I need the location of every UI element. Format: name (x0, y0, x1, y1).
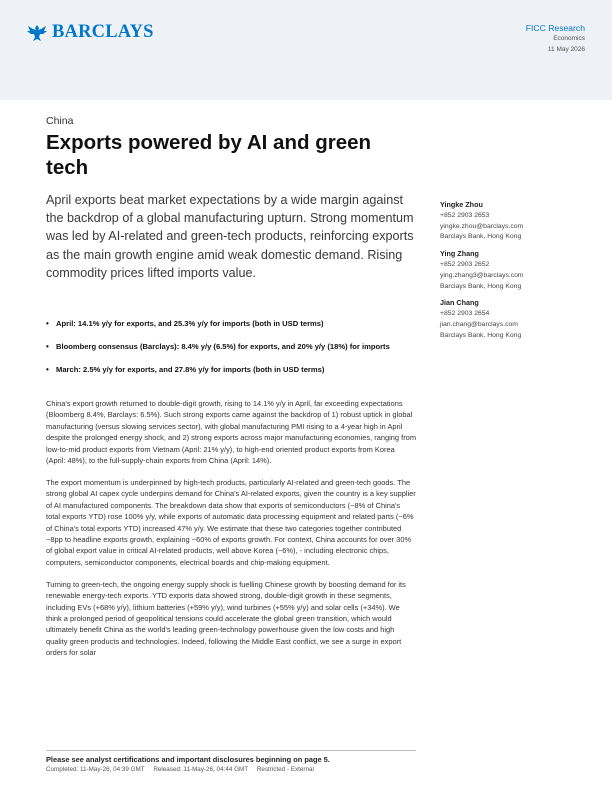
analyst-name: Jian Chang (440, 298, 479, 308)
body-paragraph: Turning to green-tech, the ongoing energy supply shock is fuelling Chinese growth by boosting demand for its renewable energy-tech exports. YTD exports data showed strong, double-digit growth in these segments, including EVs (+68% y/y), lithium batteries (+59% y/y), wind turbines (+55% y/y) and solar cells (+34%). We think a prolonged period of geopolitical tensions could accelerate the global green transition, which would ultimately benefit China as the world's leading green-technology powerhouse given the low costs and high quality green products and technologies. Indeed, following the Middle East conflict, we see a surge in export orders for solar (46, 579, 406, 658)
page-footer (46, 750, 416, 775)
analyst-phone: +852 2903 2653 (440, 211, 490, 219)
report-date: 11 May 2026 (547, 45, 585, 53)
analyst-org: Barclays Bank, Hong Kong (440, 331, 522, 339)
analyst-org: Barclays Bank, Hong Kong (440, 282, 522, 290)
analyst-name: Ying Zhang (440, 249, 479, 259)
report-meta (526, 22, 585, 55)
article-title: Exports powered by AI and green tech (46, 131, 372, 179)
header-band (0, 0, 612, 100)
analyst-email[interactable]: yingke.zhou@barclays.com (440, 222, 524, 230)
completed-time: Completed: 11-May-26, 04:39 GMT (46, 766, 145, 773)
analyst-name: Yingke Zhou (440, 200, 483, 209)
key-figure-item: • April: 14.1% y/y for exports, and 25.3% y/y for imports (both in USD terms) (46, 318, 418, 329)
brand-name: BARCLAYS (52, 22, 154, 42)
analyst-phone: +852 2903 2654 (440, 310, 490, 318)
analyst-card (440, 298, 600, 341)
key-figure-item: • Bloomberg consensus (Barclays): 8.4% y/y (6.5%) for exports, and 20% y/y (18%) for imports (46, 341, 418, 352)
analyst-phone: +852 2903 2652 (440, 260, 490, 268)
article-summary: April exports beat market expectations by a wide margin against the backdrop of a global manufacturing upturn. Strong momentum was led by AI-related and green-tech products, reinforcing exports as the main growth engine amid weak domestic demand. Rising commodity prices lifted imports value. (46, 193, 414, 280)
analyst-card (440, 200, 600, 243)
analyst-card (440, 249, 600, 292)
research-topic: Economics (553, 35, 585, 42)
body-paragraph: China's export growth returned to double-digit growth, rising to 14.1% y/y in April, far exceeding expectations (Bloomberg 8.4%, Barclays: 6.5%). Such strong exports came against the backdrop of 1) robust uptick in global manufacturing (versus slowing services sector), with global manufacturing PMI rising to a 4-year high in April despite the prolonged energy shock, and 2) strong exports across major manufacturing economies, ranging from low-to-mid product exports from Vietnam (April: 21% y/y), to high-end oriented product exports from Korea (April: 48%), to the full-supply-chain exports from China (April: 14%). (46, 399, 417, 466)
released-time: Released: 11-May-26, 04:44 GMT (153, 766, 249, 773)
disclosure-notice: Please see analyst certifications and important disclosures beginning on page 5. (46, 755, 330, 764)
analyst-org: Barclays Bank, Hong Kong (440, 233, 522, 241)
body-paragraph: The export momentum is underpinned by high-tech products, particularly AI-related and green-tech goods. The strong global AI capex cycle underpins demand for China's AI-related exports, given the country is a key supplier of AI manufactured components. The breakdown data show that exports of semiconductors (~8% of China's total exports YTD) rose 100% y/y, while exports of automatic data processing equipment and related parts (~6% of China's total exports YTD) increased 47% y/y. We estimate that these two categories together contributed ~8pp to headline exports growth, explaining ~60% of exports growth. For context, China accounts for over 30% of global export value in critical AI-related products, well above Korea (~6%), - including electronic chips, computers, semiconductor components, electrical boards and chip-making equipment. (46, 477, 416, 567)
barclays-logo (26, 22, 154, 43)
key-figure-item: • March: 2.5% y/y for exports, and 27.8% y/y for imports (both in USD terms) (46, 364, 418, 375)
section-label: China (46, 115, 74, 127)
analyst-email[interactable]: jian.chang@barclays.com (440, 320, 518, 328)
eagle-icon (26, 23, 48, 43)
research-unit: FICC Research (525, 23, 585, 33)
analyst-email[interactable]: ying.zhang3@barclays.com (440, 271, 524, 279)
analyst-contacts (440, 200, 600, 348)
release-info (46, 765, 416, 775)
article-body (46, 398, 416, 669)
restriction-label: Restricted - External (256, 766, 314, 773)
key-figures-list (46, 318, 418, 388)
